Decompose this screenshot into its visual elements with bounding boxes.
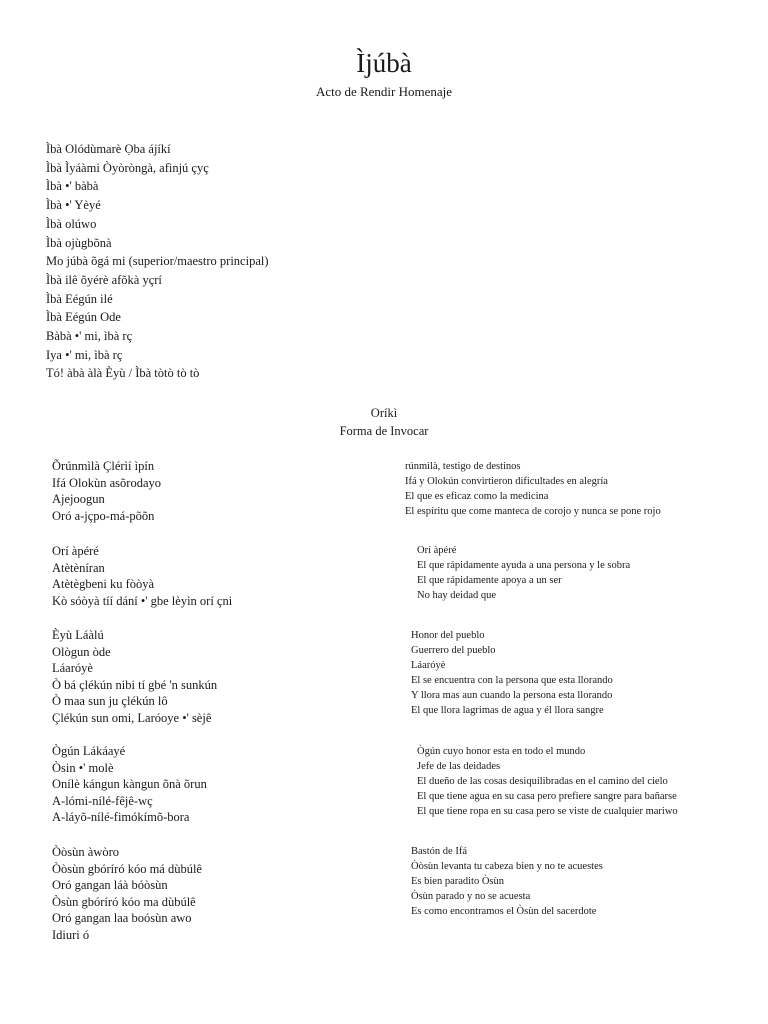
- yoruba-line: Òòsùn gbóríró kóo má dùbúlê: [52, 861, 202, 876]
- yoruba-stanza-ori: [52, 543, 382, 609]
- spanish-line: El que tiene ropa en su casa pero se viste de cualquier mariwo: [417, 806, 678, 817]
- spanish-line: Òòsùn levanta tu cabeza bien y no te acuestes: [411, 861, 603, 872]
- homage-line: Bàbà •' mi, ìbà rç: [46, 329, 133, 344]
- yoruba-line: Òòsùn àwòro: [52, 845, 120, 859]
- homage-line: Ìbà •' Yèyé: [46, 198, 101, 213]
- document-subtitle: Acto de Rendir Homenaje: [315, 84, 453, 99]
- spanish-line: El dueño de las cosas desiquilibradas en el camino del cielo: [417, 776, 668, 787]
- yoruba-stanza-orunmila: [52, 458, 382, 524]
- spanish-line: El que es eficaz como la medicina: [405, 491, 549, 502]
- spanish-line: El espíritu que come manteca de corojo y nunca se pone rojo: [405, 506, 661, 517]
- spanish-stanza-ogun: [417, 744, 768, 819]
- yoruba-stanza-eyu: [52, 627, 382, 726]
- yoruba-line: A-lómi-nílé-fêjê-wç: [52, 793, 153, 808]
- yoruba-line: Ògún Lákáayé: [52, 744, 126, 758]
- yoruba-line: Oró gangan láà bóòsùn: [52, 878, 168, 892]
- spanish-line: Ifá y Olokún convirtieron dificultades en alegría: [405, 476, 608, 487]
- homage-line: Ìbà ojùgbõnà: [46, 235, 112, 250]
- yoruba-line: Orí àpéré: [52, 544, 99, 558]
- yoruba-stanza-ogun: [52, 743, 382, 826]
- yoruba-line: Atètèníran: [52, 560, 105, 575]
- spanish-line: Ògún cuyo honor esta en todo el mundo: [417, 746, 586, 757]
- spanish-line: El que rápidamente apoya a un ser: [417, 575, 562, 586]
- yoruba-line: Láaróyè: [52, 661, 93, 675]
- yoruba-line: Èyù Láàlú: [52, 628, 104, 642]
- homage-line: Ìbà olúwo: [46, 216, 97, 231]
- document-title: Ìjúbà: [356, 48, 412, 78]
- spanish-line: Òsùn parado y no se acuesta: [411, 891, 531, 902]
- homage-line: Ìbà Ìyáàmi Òyòròngà, afìnjú çyç: [46, 160, 209, 175]
- spanish-line: El que rápidamente ayuda a una persona y le sobra: [417, 560, 631, 571]
- yoruba-line: Oró gangan laa boósùn awo: [52, 911, 192, 925]
- yoruba-line: Òsùn gbóríró kóo ma dùbúlê: [52, 894, 196, 909]
- homage-line: Ìbà Eégún Ode: [46, 310, 121, 325]
- yoruba-line: Ò maa sun ju çlékún lô: [52, 694, 168, 708]
- spanish-line: Láaróyè: [411, 660, 446, 671]
- spanish-line: El que tiene agua en su casa pero prefiere sangre para bañarse: [417, 791, 677, 802]
- spanish-stanza-ori: [417, 543, 768, 603]
- spanish-line: Y llora mas aun cuando la persona esta llorando: [411, 690, 613, 701]
- homage-line: Ìbà Olódùmarè Ọba ájíkí: [46, 142, 171, 156]
- yoruba-line: A-láyõ-nílé-fimókímõ-bora: [52, 810, 190, 824]
- homage-line: Iya •' mi, ìbà rç: [46, 347, 123, 362]
- yoruba-stanza-osun: [52, 844, 382, 943]
- spanish-line: Es bien paradito Òsùn: [411, 876, 505, 887]
- spanish-line: rúnmìlà, testigo de destinos: [405, 461, 521, 472]
- spanish-line: Bastón de Ifá: [411, 846, 467, 857]
- yoruba-line: Ò bá çlékún nibi tí gbé 'n sunkún: [52, 677, 218, 692]
- spanish-stanza-eyu: [411, 628, 768, 718]
- oriki-heading: Oríkì: [370, 406, 398, 420]
- oriki-section-header: [0, 404, 768, 440]
- yoruba-line: Kò sóòyà tíí dání •' gbe lèyìn orí çni: [52, 593, 233, 608]
- spanish-line: Jefe de las deidades: [417, 761, 501, 772]
- yoruba-line: Atètègbeni ku fòòyà: [52, 577, 155, 591]
- homage-line: Tó! àbà àlà Èyù / Ìbà tòtò tò tò: [46, 366, 200, 381]
- yoruba-line: Idiuri ó: [52, 927, 90, 942]
- spanish-stanza-osun: [411, 844, 768, 919]
- homage-line: Ìbà Eégún ilé: [46, 291, 113, 306]
- yoruba-line: Ològun òde: [52, 644, 111, 659]
- spanish-line: No hay deidad que: [417, 590, 497, 601]
- oriki-subheading: Forma de Invocar: [339, 424, 429, 438]
- yoruba-line: Çlékún sun omi, Laróoye •' sèjê: [52, 710, 212, 725]
- spanish-line: Orí àpéré: [417, 545, 457, 556]
- yoruba-line: Onílè kángun kàngun õnà õrun: [52, 777, 207, 791]
- homage-line: Mo júbà õgá mi (superior/maestro principal): [46, 254, 269, 269]
- homage-line: Ìbà •' bàbà: [46, 179, 99, 194]
- spanish-line: El que llora lagrimas de agua y él llora sangre: [411, 705, 604, 716]
- homage-line: Ìbà ilê õyérè afõkà yçrí: [46, 272, 162, 287]
- spanish-stanza-orunmila: [405, 459, 765, 519]
- spanish-line: Honor del pueblo: [411, 630, 485, 641]
- spanish-line: Guerrero del pueblo: [411, 645, 496, 656]
- yoruba-line: Ajejoogun: [52, 492, 105, 506]
- yoruba-line: Ifá Olokùn asõrodayo: [52, 475, 161, 490]
- yoruba-line: Oró a-jçpo-má-põõn: [52, 508, 155, 523]
- yoruba-line: Õrúnmìlà Çlérìí ìpín: [52, 459, 155, 473]
- spanish-line: Es como encontramos el Òsùn del sacerdote: [411, 906, 597, 917]
- spanish-line: El se encuentra con la persona que esta llorando: [411, 675, 613, 686]
- homage-list: [46, 140, 466, 383]
- yoruba-line: Òsin •' molè: [52, 760, 114, 775]
